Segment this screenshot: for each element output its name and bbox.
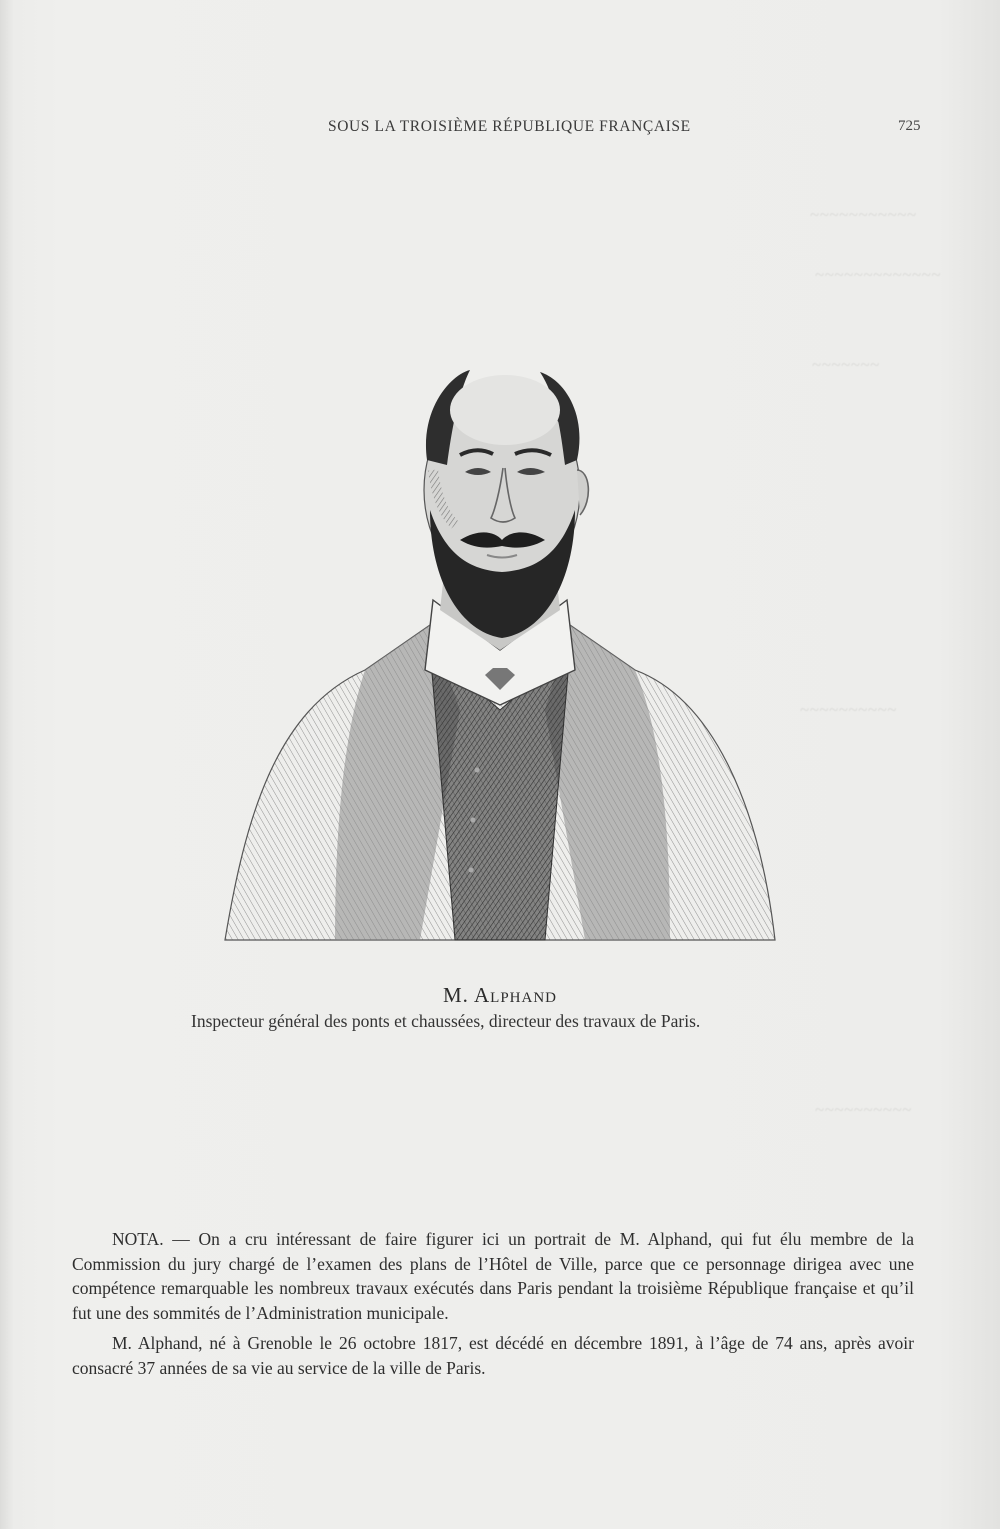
caption-name-initial: M. A <box>442 983 491 1007</box>
nota-section <box>72 1227 914 1380</box>
page-number: 725 <box>898 118 921 134</box>
running-head: SOUS LA TROISIÈME RÉPUBLIQUE FRANÇAISE <box>328 118 691 135</box>
show-through-text: ~~~~~~~~~~ <box>815 1100 912 1119</box>
show-through-text: ~~~~~~~~~~~ <box>810 205 917 224</box>
engraved-portrait-icon <box>215 350 785 970</box>
caption-name-rest: lphand <box>490 983 558 1007</box>
portrait-caption-name <box>0 983 1000 1008</box>
show-through-text: ~~~~~~~~~~~~~ <box>815 265 942 284</box>
nota-paragraph: M. Alphand, né à Grenoble le 26 octobre 1817, est décédé en décembre 1891, à l’âge de 74 ans, après avoir consacré 37 années de sa vie au service de la ville de Paris. <box>72 1333 914 1378</box>
nota-paragraph: NOTA. — On a cru intéressant de faire figurer ici un portrait de M. Alphand, qui fut élu membre de la Commission du jury chargé de l’examen des plans de l’Hôtel de Ville, parce que ce personnage dirigea avec une compétence remarquable les nombreux travaux exécutés dans Paris pendant la troisième République française et qu’il fut une des sommités de l’Administration municipale. <box>72 1229 914 1323</box>
show-through-text: ~~~~~~~~~~ <box>800 700 897 719</box>
portrait-caption-subtitle: Inspecteur général des ponts et chaussées, directeur des travaux de Paris. <box>191 1011 701 1031</box>
show-through-text: ~~~~~~~ <box>812 355 880 374</box>
